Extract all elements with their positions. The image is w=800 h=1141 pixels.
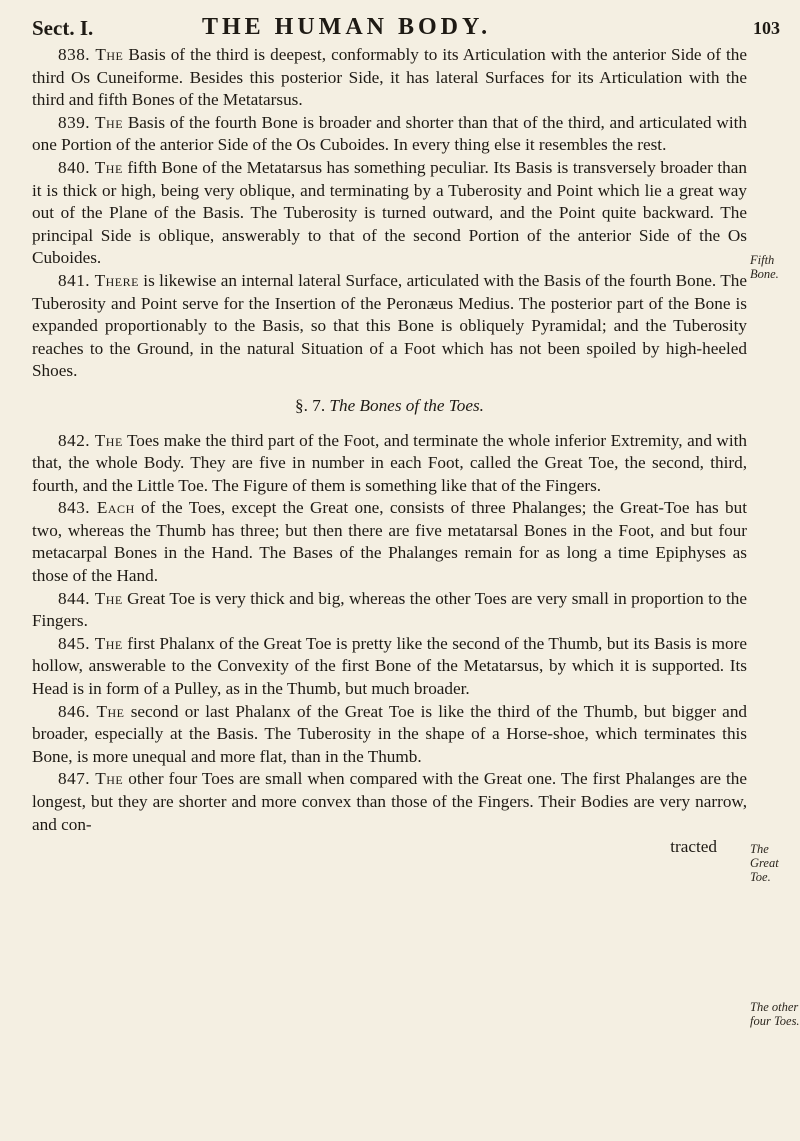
catchword: tracted: [670, 837, 717, 857]
margin-note-fifth-bone: Fifth Bone.: [750, 253, 779, 281]
paragraph-842: 842. The Toes make the third part of the Foot, and terminate the whole inferior Extremity, and with that, the whole Body. They are five in number in each Foot, called the Great Toe, the second, third, fourth, and the Little Toe. The Figure of them is something like that of the Fingers.: [32, 430, 747, 495]
paragraph-839: 839. The Basis of the fourth Bone is broader and shorter than that of the third, and articulated with one Portion of the anterior Side of the Os Cuboides. In every thing else it resembles the rest.: [32, 112, 747, 155]
margin-note-other-toes: The other four Toes.: [750, 1000, 800, 1028]
paragraph-846: 846. The second or last Phalanx of the Great Toe is like the third of the Thumb, but bigger and broader, especially at the Basis. The Tuberosity in the shape of a Horse-shoe, which terminates this Bone, is more unequal and more flat, than in the Thumb.: [32, 701, 748, 766]
paragraph-847: 847. The other four Toes are small when compared with the Great one. The first Phalanges are the longest, but they are shorter and more convex than those of the Fingers. Their Bodies are very narrow, and con-: [32, 769, 748, 834]
paragraph-841: 841. There is likewise an internal lateral Surface, articulated with the Basis of the fourth Bone. The Tuberosity and Point serve for the Insertion of the Peronæus Medius. The posterior part of the Bone is expanded proportionably to the Basis, so that this Bone is obliquely Pyramidal; and the Tuberosity reaches to the Ground, in the natural Situation of a Foot which has not been spoiled by high-heeled Shoes.: [32, 270, 747, 381]
paragraph-840: 840. The fifth Bone of the Metatarsus has something peculiar. Its Basis is transversely broader than it is thick or high, being very oblique, and terminating by a Tuberosity and Point which lie a great way out of the Plane of the Basis. The Tuberosity is turned outward, and the Point quite backward. The principal Side is oblique, answerably to that of the second Portion of the anterior Side of the Os Cuboides.: [32, 157, 747, 268]
paragraph-845: 845. The first Phalanx of the Great Toe is pretty like the second of the Thumb, but its Basis is more hollow, answerable to the Convexity of the first Bone of the Metatarsus, by which it is supported. Its Head is in form of a Pulley, as in the Thumb, but much broader.: [32, 633, 747, 699]
page-title: THE HUMAN BODY.: [202, 14, 492, 40]
section-label: Sect. I.: [32, 16, 94, 40]
paragraph-838: 838. The Basis of the third is deepest, conformably to its Articulation with the anterior Side of the third Os Cuneiforme. Besides this posterior Side, it has lateral Surfaces for its Articulation with the third and fifth Bones of the Metatarsus.: [32, 45, 747, 110]
section-heading: §. 7. The Bones of the Toes.: [295, 395, 484, 415]
paragraph-844: 844. The Great Toe is very thick and big, whereas the other Toes are very small in proportion to the Fingers.: [32, 588, 747, 631]
paragraph-843: 843. Each of the Toes, except the Great one, consists of three Phalanges; the Great-Toe has but two, whereas the Thumb has three; but then there are five metatarsal Bones in the Foot, and but four metacarpal Bones in the Hand. The Bases of the Phalanges remain for as long a time Epiphyses as those of the Hand.: [32, 498, 747, 586]
margin-note-great-toe: The Great Toe.: [750, 842, 779, 884]
page-number: 103: [753, 18, 780, 38]
running-header: [32, 8, 780, 48]
page-body: [32, 44, 747, 859]
